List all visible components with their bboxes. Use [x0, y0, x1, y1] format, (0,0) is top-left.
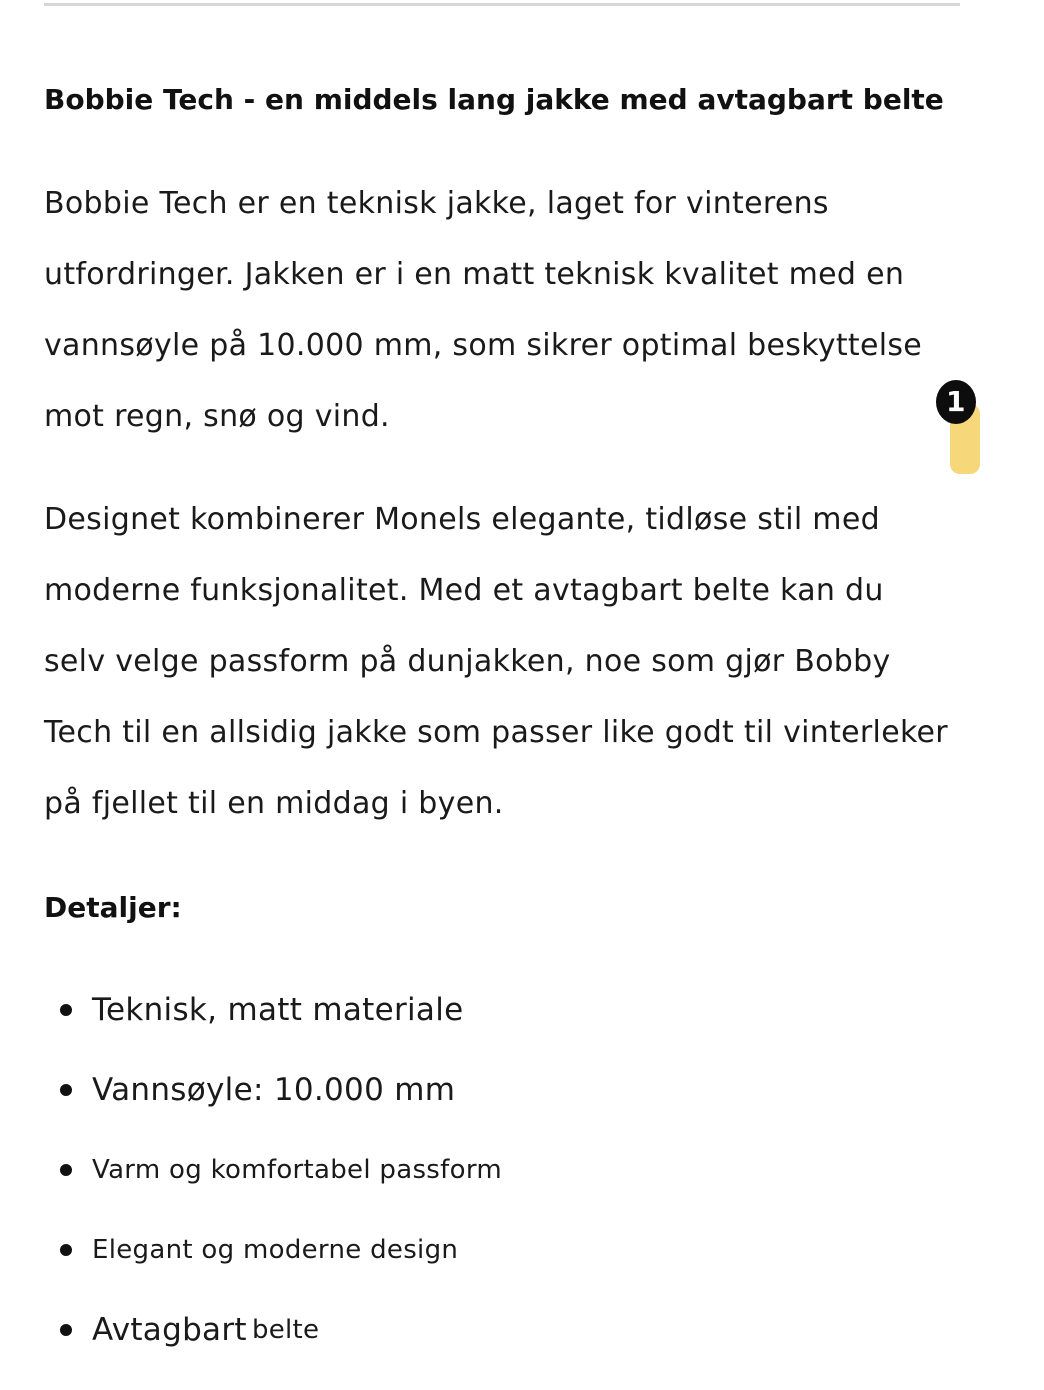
list-item-text-part: belte	[251, 1315, 320, 1345]
list-item	[44, 970, 502, 1050]
list-item-text: Teknisk, matt materiale	[92, 992, 464, 1028]
description-paragraph-1	[44, 168, 984, 452]
paragraph-line: selv velge passform på dunjakken, noe som gjør Bobby	[44, 644, 891, 679]
list-item-text: Vannsøyle: 10.000 mm	[92, 1072, 456, 1108]
floating-widget[interactable]	[936, 380, 976, 500]
bullet-icon	[60, 1324, 72, 1336]
details-list	[44, 970, 502, 1370]
article-title: Bobbie Tech - en middels lang jakke med avtagbart belte	[44, 83, 944, 116]
list-item	[44, 1290, 502, 1370]
bullet-icon	[60, 1084, 72, 1096]
list-item	[44, 1050, 502, 1130]
details-heading: Detaljer:	[44, 891, 182, 924]
description-paragraph-2	[44, 484, 984, 839]
bullet-icon	[60, 1004, 72, 1016]
paragraph-line: Designet kombinerer Monels elegante, tidløse stil med	[44, 502, 880, 537]
paragraph-line: moderne funksjonalitet. Med et avtagbart belte kan du	[44, 573, 884, 608]
paragraph-line: vannsøyle på 10.000 mm, som sikrer optimal beskyttelse	[44, 328, 923, 363]
list-item-text-part: Avtagbart	[92, 1312, 247, 1348]
paragraph-line: utfordringer. Jakken er i en matt teknisk kvalitet med en	[44, 257, 905, 292]
paragraph-line: mot regn, snø og vind.	[44, 399, 390, 434]
list-item	[44, 1130, 502, 1210]
list-item	[44, 1210, 502, 1290]
list-item-text: Elegant og moderne design	[92, 1235, 459, 1265]
top-divider	[44, 3, 960, 6]
bullet-icon	[60, 1244, 72, 1256]
paragraph-line: på fjellet til en middag i byen.	[44, 786, 504, 821]
bullet-icon	[60, 1164, 72, 1176]
list-item-text: Varm og komfortabel passform	[92, 1155, 502, 1185]
notification-badge[interactable]: 1	[936, 380, 976, 424]
paragraph-line: Tech til en allsidig jakke som passer like godt til vinterleker	[44, 715, 948, 750]
paragraph-line: Bobbie Tech er en teknisk jakke, laget for vinterens	[44, 186, 829, 221]
